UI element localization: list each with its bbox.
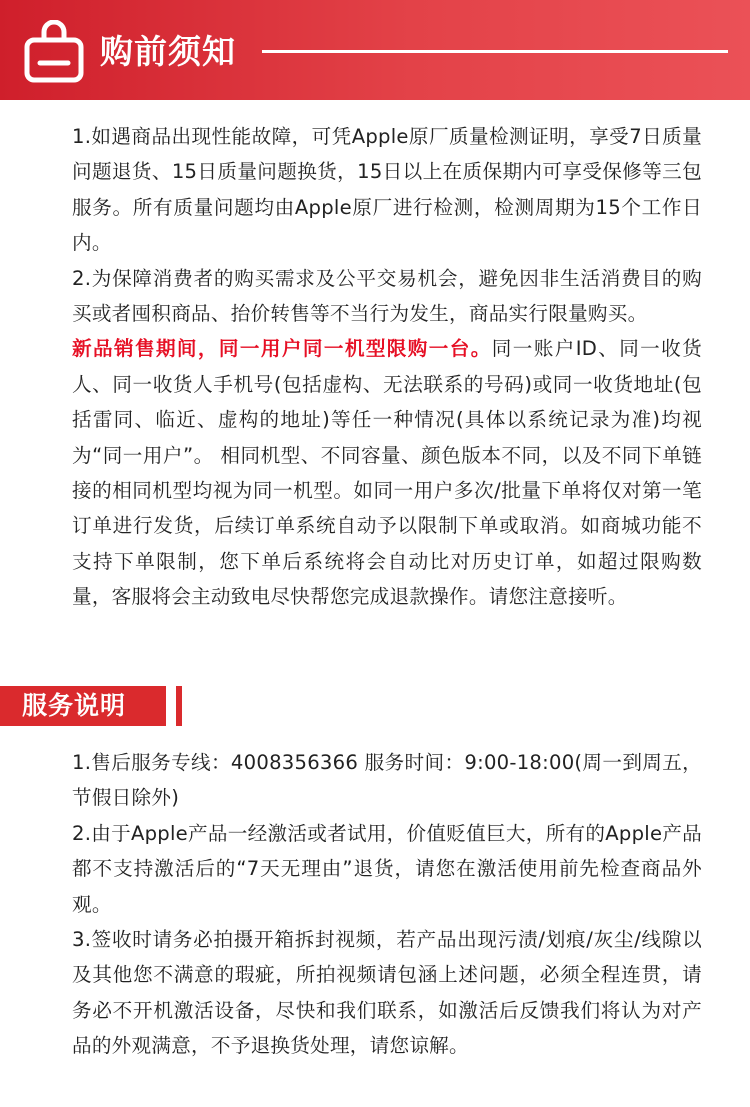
title-divider bbox=[262, 50, 728, 53]
notice-paragraph-3 bbox=[72, 331, 702, 614]
service-paragraph-2: 2.由于Apple产品一经激活或者试用，价值贬值巨大，所有的Apple产品都不支持激活后的“7天无理由”退货，请您在激活使用前先检查商品外观。 bbox=[72, 821, 702, 916]
service-paragraph-3: 3.签收时请务必拍摄开箱拆封视频，若产品出现污渍/划痕/灰尘/线隙以及其他您不满意的瑕疵，所拍视频请包涵上述问题，必须全程连贯，请务必不开机激活设备，尽快和我们联系，如激活后反馈我们将认为对产品的外观满意，不予退换货处理，请您谅解。 bbox=[72, 928, 702, 1058]
service-paragraph-1: 1.售后服务专线：4008356366 服务时间：9:00-18:00(周一到周五，节假日除外) bbox=[72, 751, 702, 810]
shopping-bag-icon bbox=[22, 20, 86, 84]
section-title-service: 服务说明 bbox=[0, 686, 166, 726]
purchase-notice-banner bbox=[0, 0, 750, 100]
notice-paragraph-1: 1.如遇商品出现性能故障，可凭Apple原厂质量检测证明，享受7日质量问题退货、15日质量问题换货，15日以上在质保期内可享受保修等三包服务。所有质量问题均由Apple原厂进行检测，检测周期为15个工作日内。 bbox=[72, 125, 702, 255]
service-body bbox=[0, 745, 750, 1064]
section-title-purchase-notice: 购前须知 bbox=[100, 32, 236, 71]
title-accent-bar bbox=[176, 686, 182, 726]
notice-paragraph-2: 2.为保障消费者的购买需求及公平交易机会，避免因非生活消费目的购买或者囤积商品、抬价转售等不当行为发生，商品实行限量购买。 bbox=[72, 266, 702, 326]
purchase-limit-detail: 同一账户ID、同一收货人、同一收货人手机号(包括虚构、无法联系的号码)或同一收货地址(包括雷同、临近、虚构的地址)等任一种情况(具体以系统记录为准)均视为“同一用户”。 相同机型、不同容量、颜色版本不同，以及不同下单链接的相同机型均视为同一机型。如同一用户多次/批量下单将仅对第一笔订单进行发货，后续订单系统自动予以限制下单或取消。如商城功能不支持下单限制，您下单后系统将会自动比对历史订单，如超过限购数量，客服将会主动致电尽快帮您完成退款操作。请您注意接听。 bbox=[72, 337, 702, 609]
purchase-notice-body bbox=[0, 100, 750, 615]
purchase-limit-highlight: 新品销售期间，同一用户同一机型限购一台。 bbox=[72, 337, 492, 361]
